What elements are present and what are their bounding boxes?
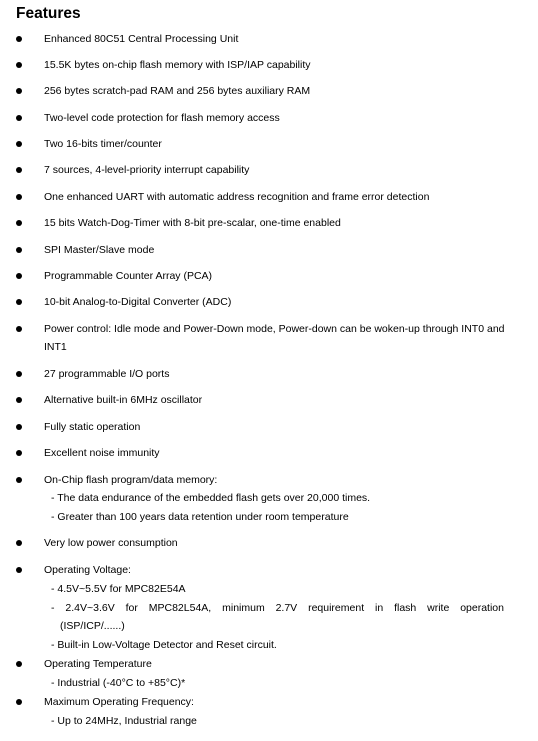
bullet-icon [16,141,22,147]
bullet-icon [16,194,22,200]
bullet-icon [16,567,22,573]
feature-item: 256 bytes scratch-pad RAM and 256 bytes auxiliary RAM [44,85,311,97]
feature-item: Operating Voltage: [44,564,131,576]
feature-subitem: - Industrial (-40°C to +85°C)* [51,677,186,689]
bullet-icon [16,167,22,173]
feature-item: Operating Temperature [44,658,152,670]
bullet-icon [16,273,22,279]
bullet-icon [16,88,22,94]
bullet-icon [16,36,22,42]
feature-item: 27 programmable I/O ports [44,368,170,380]
feature-item: 15.5K bytes on-chip flash memory with ISP/IAP capability [44,59,311,71]
feature-item: 7 sources, 4-level-priority interrupt capability [44,164,250,176]
feature-item: Programmable Counter Array (PCA) [44,270,213,282]
bullet-icon [16,699,22,705]
bullet-icon [16,371,22,377]
feature-subitem: - Up to 24MHz, Industrial range [51,715,197,727]
feature-subitem: - 2.4V~3.6V for MPC82L54A, minimum 2.7V requirement in flash write operation [51,602,504,614]
bullet-icon [16,477,22,483]
feature-item: 10-bit Analog-to-Digital Converter (ADC) [44,296,232,308]
feature-subitem: - 4.5V~5.5V for MPC82E54A [51,583,186,595]
bullet-icon [16,661,22,667]
feature-item: Maximum Operating Frequency: [44,696,194,708]
feature-item: Fully static operation [44,421,141,433]
bullet-icon [16,326,22,332]
feature-item: Power control: Idle mode and Power-Down mode, Power-down can be woken-up through INT0 and INT1 [44,323,505,353]
feature-item: Alternative built-in 6MHz oscillator [44,394,203,406]
bullet-icon [16,299,22,305]
bullet-icon [16,247,22,253]
feature-item: Two-level code protection for flash memory access [44,112,280,124]
feature-item: One enhanced UART with automatic address recognition and frame error detection [44,191,430,203]
bullet-icon [16,540,22,546]
bullet-icon [16,62,22,68]
feature-subitem-continued: (ISP/ICP/......) [60,620,125,632]
feature-item: Very low power consumption [44,537,178,549]
feature-item: Two 16-bits timer/counter [44,138,162,150]
bullet-icon [16,424,22,430]
feature-item: Excellent noise immunity [44,447,160,459]
bullet-icon [16,397,22,403]
feature-item: On-Chip flash program/data memory: [44,474,218,486]
bullet-icon [16,115,22,121]
feature-subitem: - Greater than 100 years data retention under room temperature [51,511,349,523]
bullet-icon [16,450,22,456]
feature-subitem: - The data endurance of the embedded flash gets over 20,000 times. [51,492,371,504]
section-title: Features [16,5,81,22]
feature-subitem: - Built-in Low-Voltage Detector and Reset circuit. [51,639,277,651]
feature-item: 15 bits Watch-Dog-Timer with 8-bit pre-scalar, one-time enabled [44,217,341,229]
bullet-icon [16,220,22,226]
feature-item: SPI Master/Slave mode [44,244,155,256]
feature-item: Enhanced 80C51 Central Processing Unit [44,33,239,45]
